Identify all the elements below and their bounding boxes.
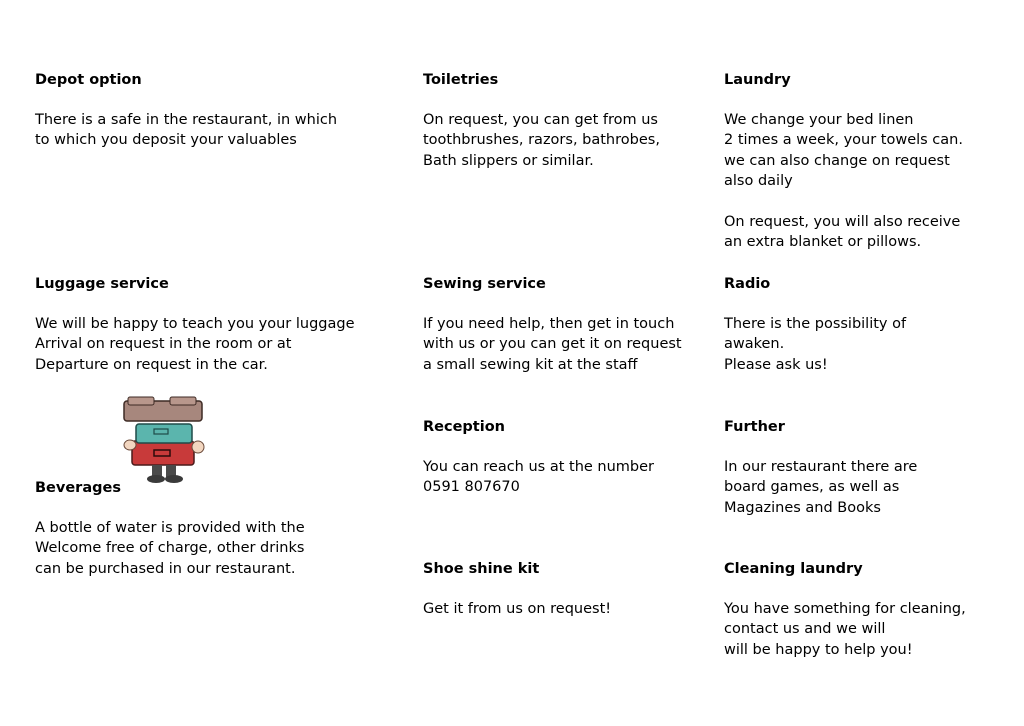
section-title: Sewing service (423, 276, 546, 292)
paragraph-gap (724, 192, 963, 212)
section-beverages (35, 478, 305, 579)
section-text: If you need help, then get in touch with us or you can get it on request a small sewing kit at the staff (423, 316, 682, 373)
section-title: Radio (724, 276, 771, 292)
section-text: You can reach us at the number 0591 807670 (423, 459, 655, 496)
section-title: Shoe shine kit (423, 561, 540, 577)
section-depot-option (35, 70, 337, 151)
section-title: Beverages (35, 480, 121, 496)
section-sewing-service (423, 274, 682, 375)
section-cleaning-laundry (724, 559, 966, 660)
section-title: Cleaning laundry (724, 561, 863, 577)
section-text: We will be happy to teach you your luggage Arrival on request in the room or at Departure on request in the car. (35, 316, 355, 373)
section-laundry (724, 70, 963, 253)
section-text: There is a safe in the restaurant, in which to which you deposit your valuables (35, 112, 338, 149)
section-text: A bottle of water is provided with the Welcome free of charge, other drinks can be purchased in our restaurant. (35, 520, 305, 577)
section-text-extra: On request, you will also receive an extra blanket or pillows. (724, 214, 961, 251)
section-text: You have something for cleaning, contact us and we will will be happy to help you! (724, 601, 966, 658)
section-shoe-shine-kit (423, 559, 611, 619)
section-title: Further (724, 419, 785, 435)
section-further (724, 417, 917, 518)
section-title: Toiletries (423, 72, 499, 88)
section-text: On request, you can get from us toothbrushes, razors, bathrobes, Bath slippers or similar. (423, 112, 660, 169)
section-toiletries (423, 70, 660, 171)
section-radio (724, 274, 906, 375)
section-text: Get it from us on request! (423, 601, 612, 617)
section-reception (423, 417, 654, 498)
section-title: Depot option (35, 72, 142, 88)
section-text: We change your bed linen 2 times a week, your towels can. we can also change on request also daily (724, 112, 963, 190)
section-text: There is the possibility of awaken. Please ask us! (724, 316, 907, 373)
section-title: Reception (423, 419, 505, 435)
section-text: In our restaurant there are board games, as well as Magazines and Books (724, 459, 918, 516)
section-luggage-service (35, 274, 355, 375)
section-title: Laundry (724, 72, 791, 88)
stacked-suitcases-icon (118, 395, 210, 485)
section-title: Luggage service (35, 276, 169, 292)
